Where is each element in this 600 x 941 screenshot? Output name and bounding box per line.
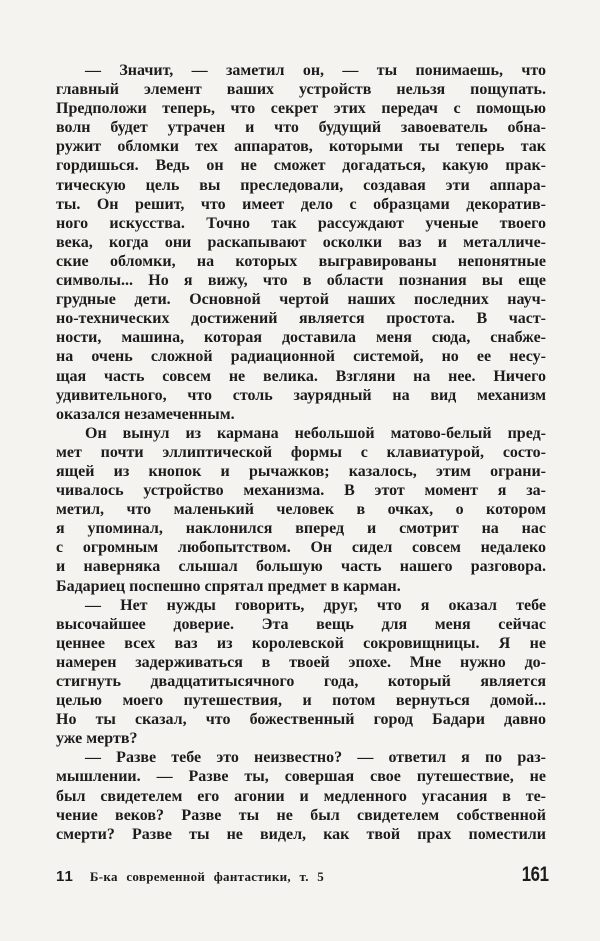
text-line: ружит обломки тех аппаратов, которыми ты теперь так bbox=[56, 138, 546, 156]
text-line: я упоминал, наклонился вперед и смотрит на нас bbox=[56, 520, 546, 538]
text-line: смерти? Разве ты не видел, как твой прах поместили bbox=[56, 825, 546, 843]
text-line: символы... Но я вижу, что в области познания вы еще bbox=[56, 272, 546, 290]
text-block bbox=[56, 61, 546, 844]
text-line: чивалось устройство механизма. В этот момент я за- bbox=[56, 482, 546, 500]
text-line: стигнуть двадцатитысячного года, который является bbox=[56, 673, 546, 690]
text-line: ты. Он решит, что имеет дело с образцами декоратив- bbox=[56, 195, 546, 213]
footer-imprint bbox=[56, 868, 324, 885]
text-line: — Разве тебе это неизвестно? — ответил я по раз- bbox=[85, 749, 546, 767]
text-line: оказался незамеченным. bbox=[56, 405, 235, 423]
text-line: целью моего путешествия, и потом вернуться домой... bbox=[56, 692, 546, 710]
text-line: на очень сложной радиационной системой, но ее несу- bbox=[56, 348, 546, 366]
text-line: главный элемент ваших устройств нельзя пощупать. bbox=[56, 81, 546, 99]
text-line: Но ты сказал, что божественный город Бадари давно bbox=[56, 711, 546, 729]
text-line: грудные дети. Основной чертой наших последних науч- bbox=[56, 291, 546, 309]
text-line: высочайшее доверие. Эта вещь для меня сейчас bbox=[56, 615, 546, 633]
text-line: ские обломки, на которых выгравированы непонятные bbox=[56, 252, 546, 270]
text-line: чение веков? Разве ты не был свидетелем собственной bbox=[56, 806, 546, 824]
text-line: удивительного, что столь заурядный на вид механизм bbox=[56, 386, 546, 404]
text-line: щая часть совсем не велика. Взгляни на нее. Ничего bbox=[56, 367, 546, 385]
text-line: ценнее всех ваз из королевской сокровищницы. Я не bbox=[56, 634, 546, 652]
text-line: волн будет утрачен и что будущий завоеватель обна- bbox=[56, 119, 546, 137]
text-line: ящей из кнопок и рычажков; казалось, этим ограни- bbox=[56, 462, 546, 480]
page-number: 161 bbox=[522, 863, 549, 886]
text-line: метил, что маленький человек в очках, о котором bbox=[56, 501, 546, 519]
text-line: тическую цель вы преследовали, создавая эти аппара- bbox=[56, 176, 546, 194]
text-line: мет почти эллиптической формы с клавиатурой, состо- bbox=[56, 443, 546, 461]
text-line: ного искусства. Точно так рассуждают ученые твоего bbox=[56, 214, 546, 232]
text-line: — Значит, — заметил он, — ты понимаешь, что bbox=[85, 62, 546, 79]
text-line: Предположи теперь, что секрет этих передач с помощью bbox=[56, 100, 546, 118]
paragraph bbox=[56, 596, 546, 749]
page-footer bbox=[56, 863, 549, 887]
text-line: намерен задерживаться в твоей эпохе. Мне нужно до- bbox=[56, 653, 546, 671]
text-line: века, когда они раскапывают осколки ваз и металличе- bbox=[56, 233, 546, 251]
text-line: с огромным любопытством. Он сидел совсем недалеко bbox=[56, 539, 546, 557]
text-line: уже мертв? bbox=[56, 730, 138, 748]
text-line: Бадариец поспешно спрятал предмет в карман. bbox=[56, 577, 401, 595]
text-line: гордишься. Ведь он не сможет догадаться, какую прак- bbox=[56, 157, 546, 175]
paragraph bbox=[56, 424, 546, 596]
text-line: и наверняка слышал большую часть нашего разговора. bbox=[56, 558, 546, 576]
signature-number: 11 bbox=[56, 868, 74, 885]
paragraph bbox=[56, 61, 546, 424]
text-line: был свидетелем его агонии и медленного угасания в те- bbox=[56, 787, 546, 805]
text-line: Он вынул из кармана небольшой матово-белый пред- bbox=[85, 424, 546, 442]
series-note: Б-ка современной фантастики, т. 5 bbox=[89, 869, 325, 884]
text-line: но-технических достижений является простота. В част- bbox=[56, 310, 546, 328]
text-line: мышлении. — Разве ты, совершая свое путешествие, не bbox=[56, 768, 546, 786]
text-line: ности, машина, которая доставила меня сюда, снабже- bbox=[56, 329, 546, 347]
paragraph bbox=[56, 748, 546, 843]
text-line: — Нет нужды говорить, друг, что я оказал тебе bbox=[85, 596, 546, 614]
